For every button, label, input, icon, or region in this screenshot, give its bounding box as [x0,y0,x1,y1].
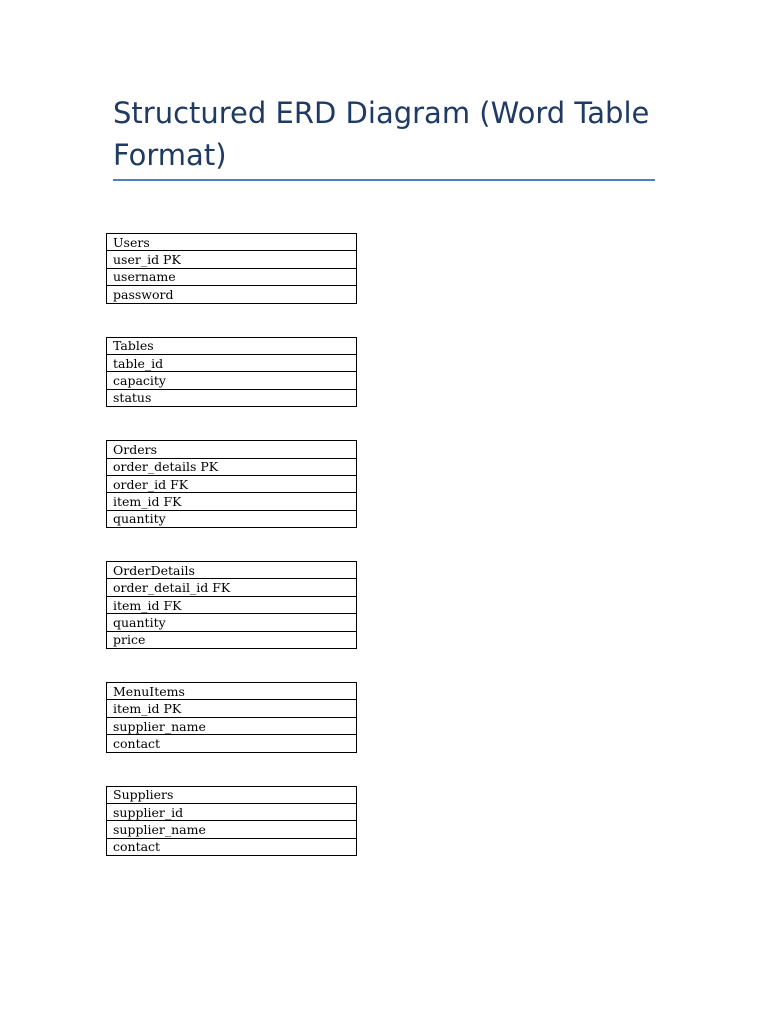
entity-field: item_id FK [107,596,357,613]
entity-field: item_id PK [107,700,357,717]
entity-table-orderdetails [106,561,357,649]
entity-table-suppliers [106,786,357,857]
entity-field: quantity [107,510,357,527]
entity-field: password [107,286,357,303]
title-divider [113,179,655,181]
entity-name: Users [107,234,357,251]
entity-field: supplier_name [107,717,357,734]
entity-field: contact [107,735,357,752]
entity-field: user_id PK [107,251,357,268]
entity-field: supplier_name [107,821,357,838]
entity-field: table_id [107,354,357,371]
entity-field: username [107,268,357,285]
entity-field: quantity [107,614,357,631]
entity-field: contact [107,838,357,855]
entity-name: Tables [107,337,357,354]
entity-table-tables [106,337,357,408]
entity-name: OrderDetails [107,562,357,579]
entity-field: capacity [107,372,357,389]
entity-name: Suppliers [107,786,357,803]
entity-name: MenuItems [107,683,357,700]
entity-field: order_detail_id FK [107,579,357,596]
entity-table-users [106,233,357,304]
entity-tables [106,233,357,889]
entity-table-orders [106,440,357,528]
entity-field: item_id FK [107,493,357,510]
entity-field: supplier_id [107,803,357,820]
entity-field: order_details PK [107,458,357,475]
entity-table-menuitems [106,682,357,753]
entity-name: Orders [107,441,357,458]
entity-field: status [107,389,357,406]
entity-field: order_id FK [107,475,357,492]
page-title: Structured ERD Diagram (Word Table Format) [113,96,650,172]
entity-field: price [107,631,357,648]
